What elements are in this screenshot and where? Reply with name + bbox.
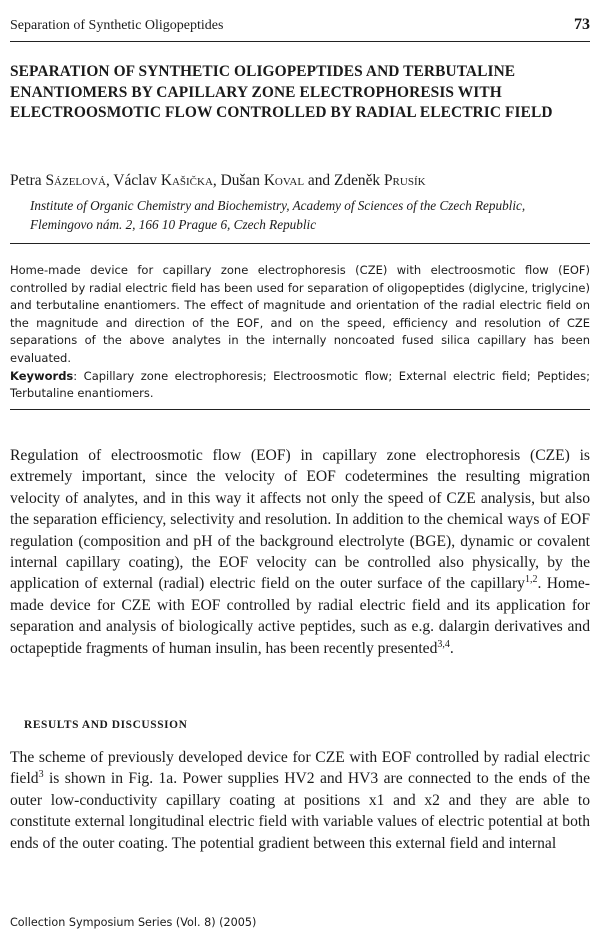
abstract-bottom-rule	[10, 409, 590, 410]
abstract	[10, 262, 590, 403]
citation: 1,2	[524, 574, 538, 586]
author-conjunction: and Zdeněk	[304, 172, 384, 189]
affiliation	[30, 196, 590, 234]
affiliation-line: Flemingovo nám. 2, 166 10 Prague 6, Czech Republic	[30, 217, 317, 232]
section-heading: RESULTS AND DISCUSSION	[24, 719, 188, 731]
body-paragraph	[10, 445, 590, 659]
page-number: 73	[574, 16, 590, 33]
header-rule	[10, 41, 590, 42]
paper-page	[10, 0, 590, 941]
author-last-name: Sázelová	[45, 172, 106, 189]
abstract-text: Home-made device for capillary zone electrophoresis (CZE) with electroosmotic flow (EOF) controlled by radial electric field has been used for separation of oligopeptides (diglycine, triglycine) and terbutaline enantiomers. The effect of magnitude and orientation of the radial electric field on the magnitude and direction of the EOF, and on the speed, efficiency and resolution of CZE separations of the above analytes in the internally noncoated fused silica capillary has been evaluated.	[10, 263, 590, 365]
paper-title: SEPARATION OF SYNTHETIC OLIGOPEPTIDES AND TERBUTALINE ENANTIOMERS BY CAPILLARY ZONE ELECTROPHORESIS WITH ELECTROOSMOTIC FLOW CONTROLLED BY RADIAL ELECTRIC FIELD	[10, 63, 553, 121]
page-footer: Collection Symposium Series (Vol. 8) (2005)	[10, 916, 257, 929]
body-text: is shown in Fig. 1a. Power supplies HV2 and HV3 are connected to the ends of the outer low-conductivity capillary coating at positions x1 and x2 and they are able to constitute external longitudinal electric field with variable values of electric potential at both ends of the outer coating. The potential gradient between this external field and internal	[10, 770, 590, 852]
running-head	[10, 16, 590, 34]
affiliation-line: Institute of Organic Chemistry and Biochemistry, Academy of Sciences of the Czech Republic,	[30, 198, 526, 213]
author-separator: ,	[212, 172, 221, 189]
keywords-text: : Capillary zone electrophoresis; Electroosmotic flow; External electric field; Peptides; Terbutaline enantiomers.	[10, 368, 590, 401]
author-first-name: Petra	[10, 172, 46, 189]
author-separator: ,	[105, 172, 114, 189]
body-text: Regulation of electroosmotic flow (EOF) in capillary zone electrophoresis (CZE) is extremely important, since the velocity of EOF codetermines the resulting migration velocity of analytes, and in this way it affects not only the speed of CZE analysis, but also the separation efficiency, selectivity and resolution. In addition to the chemical ways of EOF regulation (composition and pH of the background electrolyte (BGE), dynamic or covalent internal capillary coating), the EOF velocity can be controlled also physically, by the application of external (radial) electric field on the outer surface of the capillary	[10, 447, 590, 593]
author-last-name: Koval	[263, 172, 305, 189]
author-first-name: Václav	[113, 172, 161, 189]
body-text: .	[449, 639, 454, 657]
author-list	[10, 172, 590, 190]
author-last-name: Prusík	[383, 172, 426, 189]
citation: 3	[38, 769, 44, 781]
body-text: The scheme of previously developed device for CZE with EOF controlled by radial electric field	[10, 749, 590, 788]
author-first-name: Dušan	[220, 172, 264, 189]
body-paragraph	[10, 747, 590, 854]
keywords-label: Keywords	[10, 368, 74, 383]
body-text: . Home-made device for CZE with EOF controlled by radial electric field and its application for separation and analysis of biologically active peptides, such as e.g. dalargin derivatives and octapeptide fragments of human insulin, has been recently presented	[10, 575, 590, 657]
abstract-top-rule	[10, 243, 590, 244]
keywords	[10, 368, 590, 403]
citation: 3,4	[437, 638, 450, 650]
author-last-name: Kašička	[160, 172, 213, 189]
running-head-title: Separation of Synthetic Oligopeptides	[10, 18, 224, 33]
